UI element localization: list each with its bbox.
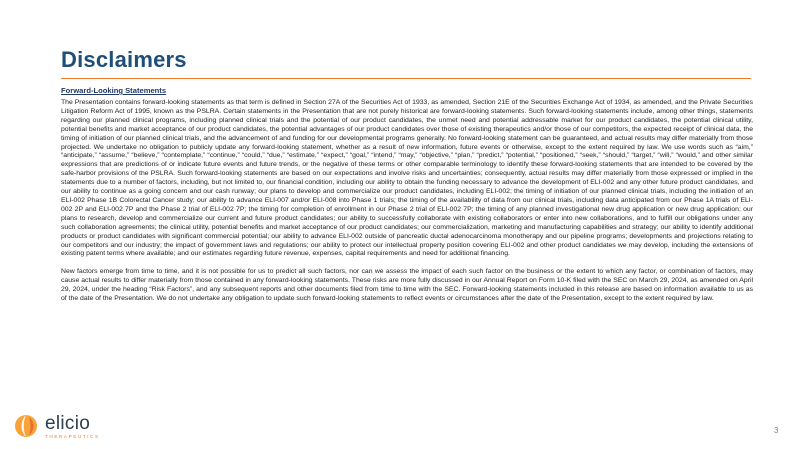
disclaimer-paragraph: The Presentation contains forward-looking statements as that term is defined in Section 27A of the Securities Act of 1933, as amended, Section 21E of the Securities Exchange Act of 1934, as amended, and the Private Securities Litigation Reform Act of 1995, known as the PSLRA. Certain statements in the Presentation that are not purely historical are forward-looking statements. Such forward-looking statements include, among other things, statements regarding our planned clinical programs, including planned clinical trials and the potential of our product candidates, the unmet need and potential addressable market for our product candidates, the potential clinical utility, potential benefits and market acceptance of our product candidates, the potential advantages of our product candidates over those of existing therapeutics and/or those of our competitors, the expected receipt of clinical data, the timing of initiation of our planned clinical trials, and the advancement of and funding for our developmental programs generally. No forward-looking statement can be guaranteed, and actual results may differ materially from those projected. We undertake no obligation to publicly update any forward-looking statement, whether as a result of new information, future events or otherwise, except to the extent required by law. We use words such as “aim,” “anticipate,” “assume,” “believe,” “contemplate,” “continue,” “could,” “due,” “estimate,” “expect,” “goal,” “intend,” “may,” “objective,” “plan,” “predict,” “potential,” “positioned,” “seek,” “should,” “target,” “will,” “would,” and other similar expressions that are predictions of or indicate future events and future trends, or the negative of these terms or other comparable terminology to identify these forward-looking statements that are intended to be covered by the safe-harbor provisions of the PSLRA. Such forward-looking statements are based on our expectations and involve risks and uncertainties; consequently, actual results may differ materially from those expressed or implied in the statements due to a number of factors, including, but not limited to, our financial condition, including our ability to obtain the funding necessary to advance the development of ELI-002 and any other future product candidates, and our ability to continue as a going concern and our cash runway; our plans to develop and commercialize our product candidates, including ELI-002; the timing of initiation of our planned clinical trials, including the initiation of an ELI-002 Phase 1B Colorectal Cancer study; our ability to advance ELI-007 and/or ELI-008 into Phase 1 trials; the timing of the availability of data from our clinical trials, including data anticipated from our Phase 1A trials of ELI-002 2P and ELI-002 7P and the Phase 2 trial of ELI-002 7P; the timing for completion of enrollment in our Phase 2 trial of ELI-002 7P; the timing of any planned investigational new drug application or new drug application; our plans to research, develop and commercialize our current and future product candidates; our ability to successfully collaborate with existing collaborators or enter into new collaborations, and to fulfill our obligations under any such collaboration agreements; the clinical utility, potential benefits and market acceptance of our product candidates; our commercialization, marketing and manufacturing capabilities and strategy; our ability to identify additional products or product candidates with significant commercial potential; our ability to advance ELI-002 outside of pancreatic ductal adenocarcinoma monotherapy and our pipeline programs; developments and projections relating to our competitors and our industry; the impact of government laws and regulations; our ability to protect our intellectual property position covering ELI-002 and other product candidates we may develop, including the extensions of existing patent terms where available; and our estimates regarding future revenue, expenses, capital requirements and need for additional financing. — [61, 99, 753, 258]
section-heading: Forward-Looking Statements — [61, 86, 167, 95]
title-divider — [61, 78, 751, 79]
disclaimer-paragraph: New factors emerge from time to time, and it is not possible for us to predict all such factors, nor can we assess the impact of each such factor on the business or the extent to which any factor, or combination of factors, may cause actual results to differ materially from those contained in any forward-looking statements. These risks are more fully discussed in our Annual Report on Form 10-K filed with the SEC on March 29, 2024, as amended on April 29, 2024, under the heading “Risk Factors”, and any subsequent reports and other documents filed from time to time with the SEC. Forward-looking statements included in this release are based on information available to us as of the date of the Presentation. We do not undertake any obligation to update such forward-looking statements to reflect events or circumstances after the date of the Presentation, except to the extent required by law. — [61, 268, 753, 303]
elicio-logo-icon — [15, 412, 41, 440]
page-title: Disclaimers — [61, 47, 187, 72]
disclaimer-body — [61, 99, 753, 304]
logo-wordmark: elicio — [45, 412, 91, 434]
page-number: 3 — [774, 426, 779, 435]
logo-tagline: THERAPEUTICS — [45, 433, 100, 439]
logo-text — [45, 414, 100, 439]
company-logo — [15, 408, 135, 444]
